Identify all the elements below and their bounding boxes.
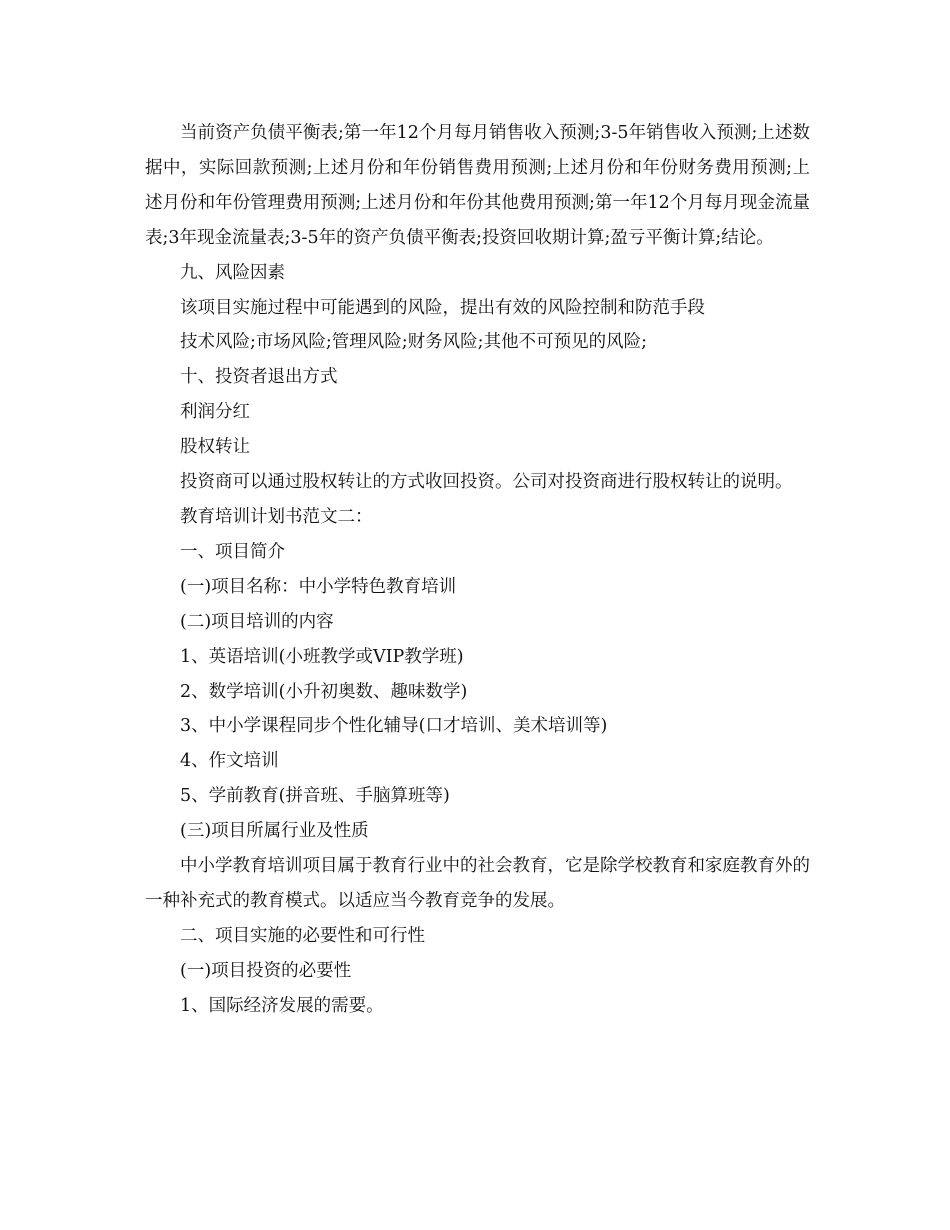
- list-item-equity-transfer: 股权转让: [180, 437, 250, 458]
- paragraph-equity-transfer-desc: 投资商可以通过股权转让的方式收回投资。公司对投资商进行股权转让的说明。: [180, 472, 793, 493]
- list-item-preschool: 5、学前教育(拼音班、手脑算班等): [180, 786, 450, 807]
- list-item-economic-needs: 1、国际经济发展的需要。: [180, 995, 384, 1016]
- subheading-training-content: (二)项目培训的内容: [180, 611, 334, 632]
- list-item-tutoring: 3、中小学课程同步个性化辅导(口才培训、美术培训等): [180, 716, 608, 737]
- heading-investor-exit: 十、投资者退出方式: [180, 367, 338, 388]
- heading-necessity-feasibility: 二、项目实施的必要性和可行性: [180, 925, 425, 946]
- subheading-investment-necessity: (一)项目投资的必要性: [180, 960, 352, 981]
- subheading-industry-nature: (三)项目所属行业及性质: [180, 821, 369, 842]
- document-body: [145, 116, 810, 1024]
- subheading-project-name: (一)项目名称：中小学特色教育培训: [180, 576, 457, 597]
- paragraph-financial-forecasts: 当前资产负债平衡表;第一年12个月每月销售收入预测;3-5年销售收入预测;上述数据中，实际回款预测;上述月份和年份销售费用预测;上述月份和年份财务费用预测;上述月份和年份管理费用预测;上述月份和年份其他费用预测;第一年12个月每月现金流量表;3年现金流量表;3-5年的资产负债平衡表;投资回收期计算;盈亏平衡计算;结论。: [145, 123, 810, 248]
- paragraph-risk-intro: 该项目实施过程中可能遇到的风险，提出有效的风险控制和防范手段: [180, 297, 705, 318]
- list-item-math: 2、数学培训(小升初奥数、趣味数学): [180, 681, 468, 702]
- paragraph-industry-desc: 中小学教育培训项目属于教育行业中的社会教育，它是除学校教育和家庭教育外的一种补充式的教育模式。以适应当今教育竞争的发展。: [145, 856, 810, 911]
- paragraph-risk-list: 技术风险;市场风险;管理风险;财务风险;其他不可预见的风险;: [180, 332, 647, 353]
- list-item-profit-dividend: 利润分红: [180, 402, 250, 423]
- heading-risk-factors: 九、风险因素: [180, 262, 285, 283]
- list-item-english: 1、英语培训(小班教学或VIP教学班): [180, 646, 464, 667]
- list-item-composition: 4、作文培训: [180, 751, 279, 772]
- heading-project-intro: 一、项目简介: [180, 541, 285, 562]
- section-title-sample-two: 教育培训计划书范文二：: [180, 506, 373, 527]
